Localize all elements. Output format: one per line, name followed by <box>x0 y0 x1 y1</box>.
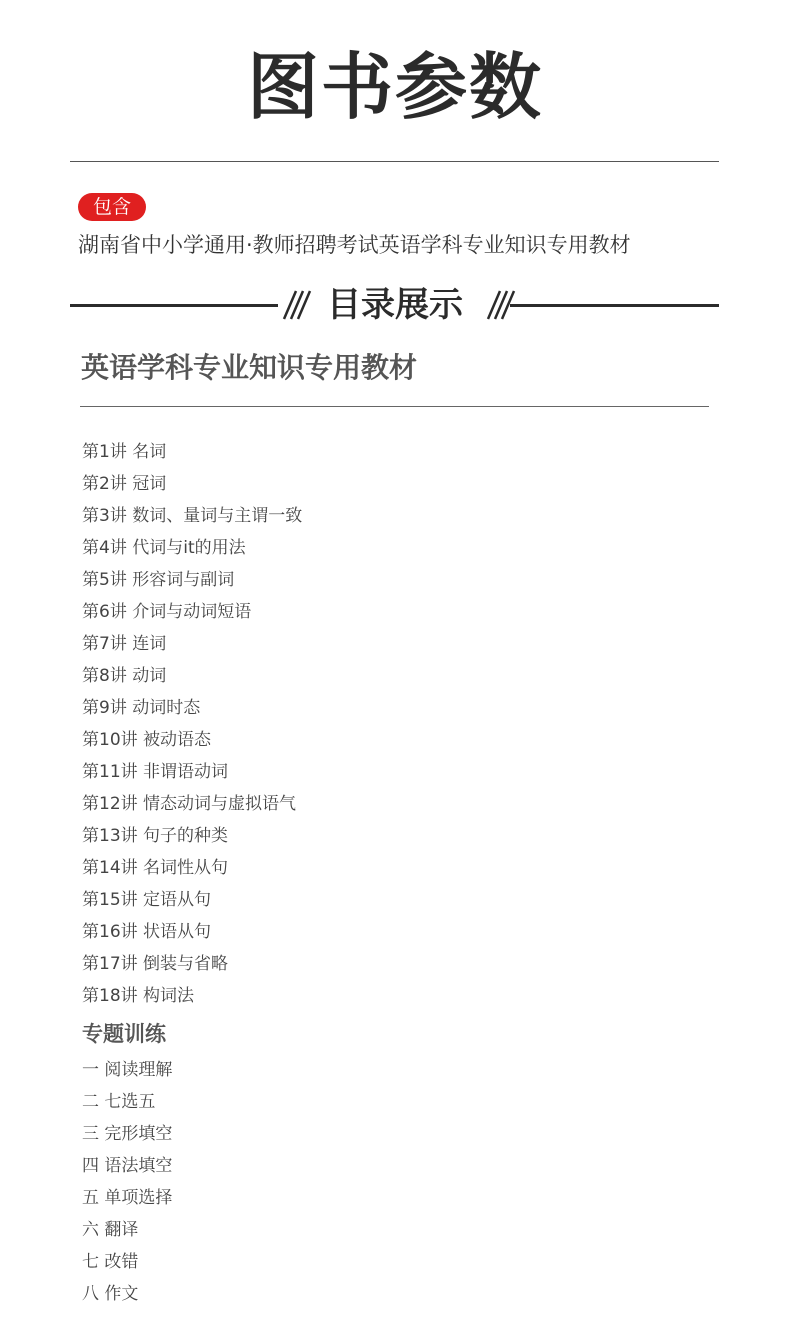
slash-decoration-left-icon <box>274 286 314 322</box>
chapter-item: 第5讲 形容词与副词 <box>82 570 235 590</box>
book-title: 英语学科专业知识专用教材 <box>81 351 418 384</box>
chapter-item: 第2讲 冠词 <box>82 474 167 494</box>
training-item: 二 七选五 <box>82 1092 156 1112</box>
chapter-item: 第10讲 被动语态 <box>82 730 212 750</box>
chapter-item: 第1讲 名词 <box>82 442 167 462</box>
section-banner <box>70 284 719 328</box>
includes-badge: 包含 <box>78 193 146 221</box>
chapter-item: 第12讲 情态动词与虚拟语气 <box>82 794 297 814</box>
chapter-item: 第17讲 倒装与省略 <box>82 954 229 974</box>
training-item: 五 单项选择 <box>82 1188 173 1208</box>
training-item: 七 改错 <box>82 1252 139 1272</box>
chapter-item: 第6讲 介词与动词短语 <box>82 602 252 622</box>
banner-line-left <box>70 304 278 307</box>
training-item: 三 完形填空 <box>82 1124 173 1144</box>
training-item: 六 翻译 <box>82 1220 139 1240</box>
page-title: 图书参数 <box>246 45 543 129</box>
chapter-item: 第4讲 代词与it的用法 <box>82 538 246 558</box>
special-training-list <box>82 1054 172 1310</box>
chapter-item: 第9讲 动词时态 <box>82 698 201 718</box>
training-item: 一 阅读理解 <box>82 1060 173 1080</box>
training-item: 四 语法填空 <box>82 1156 173 1176</box>
book-title-divider <box>80 406 709 407</box>
special-training-heading: 专题训练 <box>82 1022 166 1046</box>
training-item: 八 作文 <box>82 1284 139 1304</box>
banner-line-right <box>510 304 719 307</box>
chapter-item: 第15讲 定语从句 <box>82 890 212 910</box>
chapter-item: 第14讲 名词性从句 <box>82 858 229 878</box>
top-divider <box>70 161 719 162</box>
chapter-item: 第16讲 状语从句 <box>82 922 212 942</box>
chapter-list <box>82 436 302 1012</box>
chapter-item: 第11讲 非谓语动词 <box>82 762 229 782</box>
includes-description: 湖南省中小学通用·教师招聘考试英语学科专业知识专用教材 <box>78 233 631 257</box>
chapter-item: 第18讲 构词法 <box>82 986 195 1006</box>
chapter-item: 第7讲 连词 <box>82 634 167 654</box>
chapter-item: 第8讲 动词 <box>82 666 167 686</box>
chapter-item: 第13讲 句子的种类 <box>82 826 229 846</box>
chapter-item: 第3讲 数词、量词与主谓一致 <box>82 506 303 526</box>
section-banner-label: 目录展示 <box>327 285 463 325</box>
